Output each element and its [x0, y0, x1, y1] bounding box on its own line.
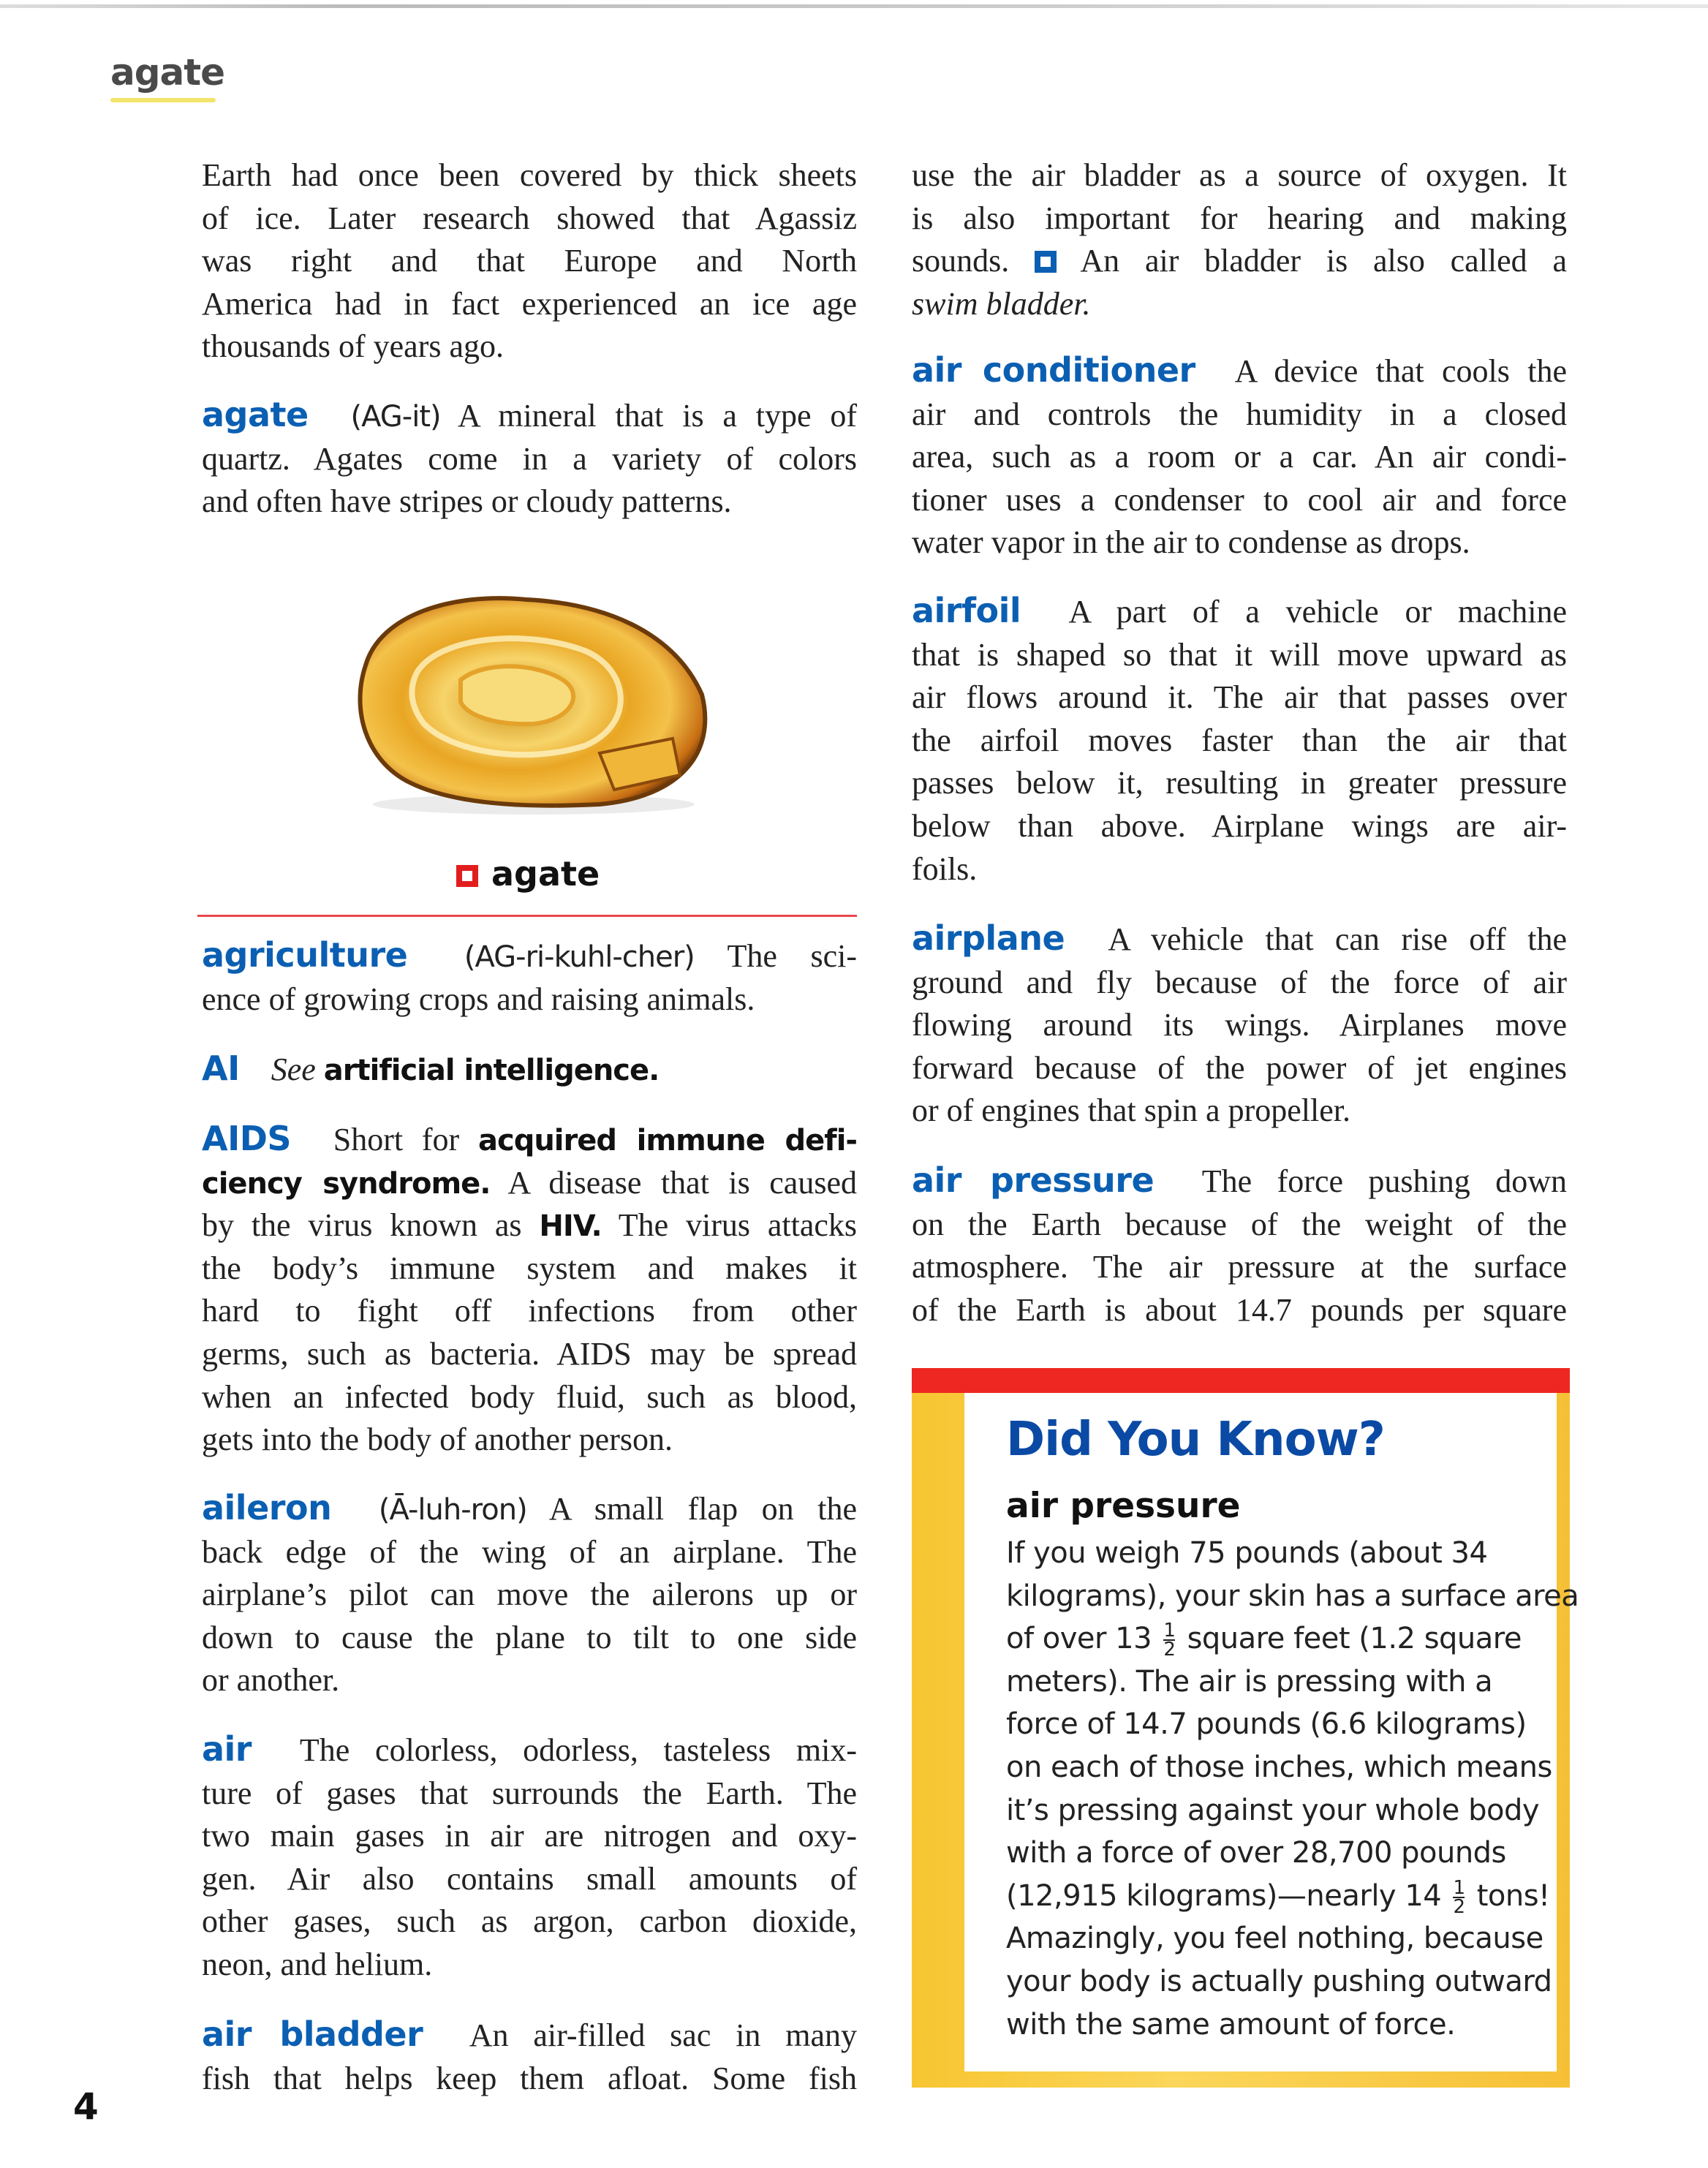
text: A part of a vehicle or machine — [1068, 594, 1567, 630]
text: germs, such as bacteria. AIDS may be spread — [202, 1335, 857, 1372]
bold-text: ciency syndrome. — [202, 1166, 491, 1201]
text-line — [202, 935, 857, 978]
entry-term: agate — [202, 395, 309, 434]
fraction-numerator: 1 — [1163, 1620, 1176, 1642]
text: America had in fact experienced an ice age — [202, 285, 857, 322]
entry-term: air — [202, 1729, 252, 1769]
text-line — [202, 1772, 857, 1816]
text: quartz. Agates come in a variety of colors — [202, 440, 857, 477]
text: of over 13 — [1006, 1622, 1152, 1656]
text: or of engines that spin a propeller. — [912, 1092, 1350, 1129]
text-line — [202, 1488, 857, 1531]
text: A device that cools the — [1234, 353, 1567, 389]
text: of the Earth is about 14.7 pounds per square — [912, 1291, 1567, 1328]
glossary-entry — [202, 395, 857, 524]
text: the airfoil moves faster than the air that — [912, 722, 1567, 758]
text: passes below it, resulting in greater pressure — [912, 765, 1567, 801]
text: Earth had once been covered by thick sheets — [202, 157, 857, 193]
text: A mineral that is a type of — [458, 398, 857, 434]
fraction-numerator: 1 — [1453, 1876, 1465, 1899]
text-line — [912, 154, 1567, 197]
text: and often have stripes or cloudy patterns. — [202, 483, 732, 520]
glossary-entry — [912, 1160, 1567, 1332]
glossary-entry — [202, 1729, 857, 1987]
text-line — [202, 480, 857, 524]
text-line — [1006, 1617, 1562, 1661]
text-line — [912, 240, 1567, 283]
blue-square-icon — [1035, 251, 1057, 273]
text-line — [912, 805, 1567, 848]
text: on each of those inches, which means — [1006, 1750, 1552, 1784]
text: air and controls the humidity in a closed — [912, 396, 1567, 432]
text-line — [912, 634, 1567, 677]
glossary-entry — [202, 1488, 857, 1702]
did-you-know-subtitle: air pressure — [1006, 1486, 1241, 1526]
bold-text: artificial intelligence. — [323, 1054, 660, 1087]
text: The sci- — [727, 938, 857, 974]
did-you-know-title: Did You Know? — [1006, 1413, 1385, 1467]
text-line — [202, 1049, 857, 1092]
agate-image — [336, 585, 717, 819]
text-line — [912, 762, 1567, 805]
page-number: 4 — [73, 2085, 99, 2128]
text-line — [912, 197, 1567, 241]
entry-term: air bladder — [202, 2014, 423, 2054]
guide-word-underline — [110, 98, 216, 102]
text: ground and fly because of the force of air — [912, 964, 1567, 1000]
text: back edge of the wing of an airplane. The — [202, 1533, 857, 1570]
text-line — [202, 1858, 857, 1901]
text-line — [912, 918, 1567, 962]
text: Amazingly, you feel nothing, because — [1006, 1922, 1543, 1956]
text-line — [912, 719, 1567, 763]
bold-text: acquired immune defi- — [477, 1124, 858, 1157]
text-line — [202, 1729, 857, 1772]
text-line — [1006, 1875, 1562, 1918]
glossary-entry — [202, 1119, 857, 1462]
text-line — [202, 1531, 857, 1574]
pronunciation: (Ā-luh-ron) — [378, 1493, 527, 1527]
text: use the air bladder as a source of oxygen. It — [912, 157, 1567, 193]
text-line — [912, 479, 1567, 522]
glossary-entry — [202, 2014, 857, 2100]
text-line — [912, 1160, 1567, 1204]
text: gets into the body of another person. — [202, 1421, 673, 1458]
did-you-know-body — [1006, 1532, 1579, 2046]
red-square-icon — [456, 865, 478, 887]
entry-term: aileron — [202, 1488, 332, 1527]
box-top-bar — [912, 1368, 1570, 1393]
bold-text: HIV. — [539, 1209, 602, 1244]
text: An air bladder is also called a — [1080, 243, 1567, 279]
glossary-entry — [202, 154, 857, 369]
fraction-denominator: 2 — [1163, 1639, 1176, 1661]
text-line — [202, 240, 857, 283]
guide-word: agate — [110, 51, 225, 94]
text-line — [202, 1574, 857, 1617]
text-line — [202, 1119, 857, 1162]
text: See — [271, 1051, 316, 1087]
text: water vapor in the air to condense as drops. — [912, 524, 1470, 561]
text: neon, and helium. — [202, 1946, 433, 1982]
text: forward because of the power of jet engines — [912, 1049, 1567, 1086]
text: below than above. Airplane wings are air- — [912, 807, 1567, 844]
text: The colorless, odorless, tasteless mix- — [299, 1732, 857, 1768]
text: The force pushing down — [1201, 1163, 1567, 1199]
text: it’s pressing against your whole body — [1006, 1793, 1540, 1827]
glossary-entry — [912, 350, 1567, 564]
text: hard to fight off infections from other — [202, 1293, 857, 1329]
text: down to cause the plane to tilt to one side — [202, 1619, 857, 1655]
text-line — [202, 197, 857, 241]
text-line — [912, 393, 1567, 437]
entry-term: air pressure — [912, 1160, 1155, 1200]
text-line — [1006, 1661, 1562, 1704]
text: meters). The air is pressing with a — [1006, 1664, 1493, 1699]
text: atmosphere. The air pressure at the surface — [912, 1249, 1567, 1285]
fraction — [1163, 1620, 1176, 1661]
text-line — [912, 350, 1567, 393]
text: on the Earth because of the weight of the — [912, 1206, 1567, 1242]
text: swim bladder. — [912, 285, 1091, 322]
glossary-entry — [912, 918, 1567, 1133]
text-line — [202, 154, 857, 197]
text-line — [1006, 1917, 1562, 1960]
text-line — [912, 962, 1567, 1005]
section-divider — [197, 915, 857, 917]
text: tioner uses a condenser to cool air and force — [912, 481, 1567, 518]
text-line — [1006, 2003, 1562, 2047]
text: A vehicle that can rise off the — [1108, 921, 1568, 957]
text: sounds. — [912, 243, 1010, 279]
text-line — [912, 283, 1567, 326]
text: force of 14.7 pounds (6.6 kilograms) — [1006, 1707, 1527, 1742]
text-line — [912, 676, 1567, 719]
text: with the same amount of force. — [1006, 2007, 1456, 2042]
text: square feet (1.2 square — [1187, 1622, 1522, 1656]
text-line — [202, 1162, 857, 1205]
entry-term: airfoil — [912, 591, 1021, 630]
text-line — [1006, 1960, 1562, 2003]
text-line — [202, 438, 857, 481]
text-line — [912, 591, 1567, 634]
text: (12,915 kilograms)—nearly 14 — [1006, 1878, 1442, 1913]
text: An air-filled sac in many — [469, 2017, 857, 2053]
text: by the virus known as — [202, 1207, 522, 1244]
text-line — [912, 1204, 1567, 1247]
text: when an infected body fluid, such as blood, — [202, 1378, 857, 1415]
text: area, such as a room or a car. An air condi- — [912, 439, 1567, 475]
entry-term: air conditioner — [912, 350, 1195, 390]
text-line — [202, 1815, 857, 1858]
text-line — [912, 1089, 1567, 1133]
text: air flows around it. The air that passes over — [912, 679, 1567, 716]
text-line — [912, 848, 1567, 891]
text-line — [202, 1659, 857, 1702]
text: A disease that is caused — [507, 1164, 857, 1201]
text-line — [1006, 1746, 1562, 1789]
text-line — [912, 436, 1567, 479]
text-line — [912, 1246, 1567, 1289]
figure-caption — [456, 854, 600, 894]
text: A small flap on the — [548, 1491, 858, 1527]
pronunciation: (AG-it) — [350, 400, 441, 434]
text-line — [1006, 1575, 1579, 1618]
text-line — [202, 1376, 857, 1419]
entry-term: AIDS — [202, 1119, 292, 1158]
text: or another. — [202, 1662, 340, 1699]
text-line — [202, 978, 857, 1021]
text-line — [912, 1289, 1567, 1332]
text-line — [1006, 1703, 1562, 1746]
text: of ice. Later research showed that Agassiz — [202, 200, 857, 236]
glossary-entry — [912, 591, 1567, 891]
page-top-edge — [0, 4, 1708, 8]
text-line — [202, 283, 857, 326]
entry-term: agriculture — [202, 935, 408, 975]
text-line — [1006, 1532, 1562, 1575]
text: flowing around its wings. Airplanes move — [912, 1007, 1567, 1043]
entry-term: AI — [202, 1049, 240, 1088]
glossary-entry — [202, 935, 857, 1021]
text: airplane’s pilot can move the ailerons up or — [202, 1576, 857, 1613]
text-line — [202, 1290, 857, 1333]
text: your body is actually pushing outward — [1006, 1964, 1552, 1998]
text: other gases, such as argon, carbon dioxide, — [202, 1903, 857, 1940]
text: was right and that Europe and North — [202, 243, 857, 279]
text-line — [912, 1047, 1567, 1090]
text: is also important for hearing and making — [912, 200, 1567, 236]
text: fish that helps keep them afloat. Some fish — [202, 2060, 857, 2096]
text: ture of gases that surrounds the Earth. The — [202, 1775, 857, 1811]
text: foils. — [912, 850, 978, 887]
text: the body’s immune system and makes it — [202, 1250, 857, 1286]
text-line — [202, 1247, 857, 1291]
text-line — [202, 325, 857, 369]
text: gen. Air also contains small amounts of — [202, 1860, 857, 1897]
glossary-entry — [912, 154, 1567, 325]
text-line — [202, 1419, 857, 1462]
fraction — [1453, 1876, 1465, 1918]
text: ence of growing crops and raising animals. — [202, 981, 755, 1017]
text-line — [202, 1900, 857, 1944]
text-line — [1006, 1789, 1562, 1832]
text-line — [202, 1333, 857, 1376]
text-line — [912, 521, 1567, 564]
text-line — [202, 2058, 857, 2101]
text-line — [202, 1204, 857, 1247]
text: thousands of years ago. — [202, 328, 505, 365]
text-line — [202, 395, 857, 438]
text: that is shaped so that it will move upward as — [912, 636, 1567, 673]
fraction-denominator: 2 — [1453, 1895, 1465, 1918]
text: two main gases in air are nitrogen and oxy- — [202, 1818, 857, 1854]
entry-term: airplane — [912, 918, 1065, 958]
text: with a force of over 28,700 pounds — [1006, 1836, 1506, 1870]
text: kilograms), your skin has a surface area — [1006, 1579, 1579, 1613]
pronunciation: (AG-ri-kuhl-cher) — [464, 940, 695, 974]
text: The virus attacks — [618, 1207, 857, 1244]
glossary-entry — [202, 1049, 857, 1092]
text-line — [1006, 1832, 1562, 1875]
text: If you weigh 75 pounds (about 34 — [1006, 1536, 1488, 1570]
text-line — [202, 1617, 857, 1660]
text-line — [202, 2014, 857, 2058]
text: tons! — [1476, 1878, 1550, 1913]
caption-text: agate — [491, 854, 600, 894]
text: Short for — [333, 1122, 460, 1157]
text-line — [912, 1004, 1567, 1047]
text-line — [202, 1944, 857, 1987]
